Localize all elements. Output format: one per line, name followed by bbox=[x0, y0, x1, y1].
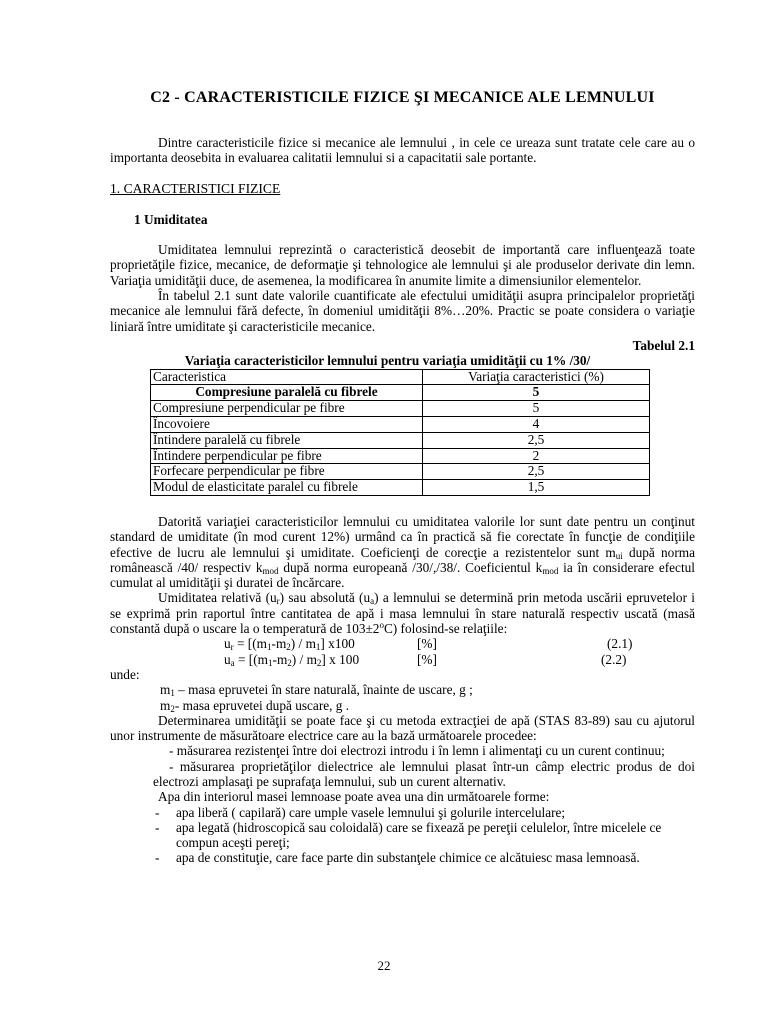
list-bullet: - bbox=[155, 819, 160, 835]
table-cell: Forfecare perpendicular pe fibre bbox=[151, 464, 423, 480]
paragraph-humidity: Umiditatea lemnului reprezintă o caracteristică deosebit de importantă care influenţează toate proprietăţile fizice, mecanice, de deformaţie şi tehnologice ale lemnului şi ale produselor derivate din lemn. Variaţia umidităţii duce, de asemenea, la modificarea în anumite limite a dimensiunilor elementelor. bbox=[110, 242, 695, 288]
page-number: 22 bbox=[377, 958, 391, 973]
method-item-dielectric: - măsurarea proprietăţilor dielectrice ale lemnului plasat într-un câmp electric produs de doi electrozi amplasaţi pe suprafaţa lemnului, sub un curent alternativ. bbox=[153, 758, 695, 789]
formula-2-1 bbox=[110, 636, 695, 651]
formula-expression: $u_r = [(m_1-m_2) / m_1]$ x100 bbox=[224, 636, 355, 653]
table-row bbox=[151, 416, 650, 432]
paragraph-table-intro: În tabelul 2.1 sunt date valorile cuantificate ale efectului umidităţii asupra principalelor proprietăţi mecanice ale lemnului fără defecte, în domeniul umidităţii 8%…20%. Practic se poate considera o variaţie liniară între umiditate şi caracteristicile mecanice. bbox=[110, 288, 695, 334]
method-item-resistance: - măsurarea rezistenţei între doi electrozi introdu i în lemn i alimentaţi cu un curent continuu; bbox=[169, 743, 665, 759]
section-heading: 1. CARACTERISTICI FIZICE bbox=[110, 180, 281, 196]
table-cell: 2,5 bbox=[423, 432, 650, 448]
list-item-text: apa legată (hidroscopică sau coloidală) care se fixează pe pereţii celulelor, între micelele ce compun aceşti pereţi; bbox=[176, 819, 662, 851]
table-cell: Compresiune perpendicular pe fibre bbox=[151, 401, 423, 417]
table-number: Tabelul 2.1 bbox=[632, 337, 695, 353]
paragraph-water-forms: Apa din interiorul masei lemnoase poate avea una din următoarele forme: bbox=[158, 789, 550, 805]
table-cell: 5 bbox=[423, 401, 650, 417]
list-item-text: apa de constituţie, care face parte din substanţele chimice ce alcătuiesc masa lemnoasă. bbox=[176, 850, 640, 866]
list-bullet: - bbox=[155, 850, 160, 866]
paragraph-correction: Datorită variaţiei caracteristicilor lemnului cu umiditatea valorile lor sunt date pentru un conţinut standard de umiditate (în mod curent 12%) urmând ca în practică să fie corectate în funcţie de condiţiile efective de lucru ale lemnului şi umiditate. Coeficienţi de corecţie a rezistentelor sunt $m_{ui}$ după norma românească /40/ respectiv $k_{mod}$ după norma europeană /30/,/38/. Coeficientul $k_{mod}$ ia în considerare efectul cumulat al umidităţii şi duratei de încărcare. bbox=[110, 513, 695, 591]
table-row bbox=[151, 464, 650, 480]
formula-unit: [%] bbox=[417, 636, 437, 652]
table-cell: Întindere perpendicular pe fibre bbox=[151, 448, 423, 464]
intro-paragraph: Dintre caracteristicile fizice si mecanice ale lemnului , in cele ce ureaza sunt tratate cele care au o importanta deosebita in evaluarea calitatii lemnului si a capacitatii sale portante. bbox=[110, 135, 695, 166]
table-row bbox=[151, 432, 650, 448]
table-cell: 4 bbox=[423, 416, 650, 432]
table-row bbox=[151, 385, 650, 401]
formula-number: (2.1) bbox=[607, 636, 633, 652]
table-caption: Variaţia caracteristicilor lemnului pentru variaţia umidităţii cu 1% /30/ bbox=[184, 353, 591, 369]
table-header-cell: Caracteristica bbox=[151, 369, 423, 385]
table-cell: 2 bbox=[423, 448, 650, 464]
table-header-cell: Variaţia caracteristici (%) bbox=[423, 369, 650, 385]
list-item bbox=[110, 850, 695, 865]
paragraph-relative-humidity: Umiditatea relativă $(u_r)$ sau absolută $(u_a)$ a lemnului se determină prin metoda uscării epruvetelor i se exprimă prin raportul între cantitatea de apă i masa lemnului în stare naturală respectiv uscată (masă constantă după o uscare la o temperatură de $103\pm 2^oC$) folosind-se relaţiile: bbox=[110, 590, 696, 637]
table-row bbox=[151, 480, 650, 496]
table-cell: Încovoiere bbox=[151, 416, 423, 432]
paragraph-determination: Determinarea umidităţii se poate face şi cu metoda extracţiei de apă (STAS 83-89) sau cu ajutorul unor instrumente de măsurătoare electrice care au la bază următoarele procedee: bbox=[110, 712, 695, 744]
list-item bbox=[110, 820, 695, 851]
table-cell: Compresiune paralelă cu fibrele bbox=[151, 385, 423, 401]
formula-2-2 bbox=[110, 652, 695, 667]
table-row bbox=[151, 401, 650, 417]
table-row bbox=[151, 448, 650, 464]
table-header-row bbox=[151, 369, 650, 385]
page-title: C2 - CARACTERISTICILE FIZICE ŞI MECANICE ALE LEMNULUI bbox=[150, 89, 655, 106]
subsection-heading: 1 Umiditatea bbox=[134, 211, 208, 227]
definition-m1: $m_1$ – masa epruvetei în stare naturală, înainte de uscare, g ; bbox=[160, 682, 473, 699]
table-cell: Modul de elasticitate paralel cu fibrele bbox=[151, 480, 423, 496]
list-item bbox=[110, 805, 695, 820]
formula-number: (2.2) bbox=[601, 651, 627, 667]
humidity-table bbox=[150, 369, 650, 496]
formula-expression: $u_a = [(m_1-m_2) / m_2]$ x 100 bbox=[224, 651, 360, 668]
list-item-text: apa liberă ( capilară) care umple vasele lemnului şi golurile intercelulare; bbox=[176, 804, 566, 820]
table-cell: 1,5 bbox=[423, 480, 650, 496]
table-cell: Întindere paralelă cu fibrele bbox=[151, 432, 423, 448]
definition-m2: $m_2-$ masa epruvetei după uscare, g . bbox=[160, 697, 350, 714]
table-cell: 5 bbox=[423, 385, 650, 401]
document-page bbox=[110, 88, 695, 866]
unde-label: unde: bbox=[110, 666, 140, 682]
formula-unit: [%] bbox=[417, 651, 437, 667]
table-cell: 2,5 bbox=[423, 464, 650, 480]
list-bullet: - bbox=[155, 804, 160, 820]
